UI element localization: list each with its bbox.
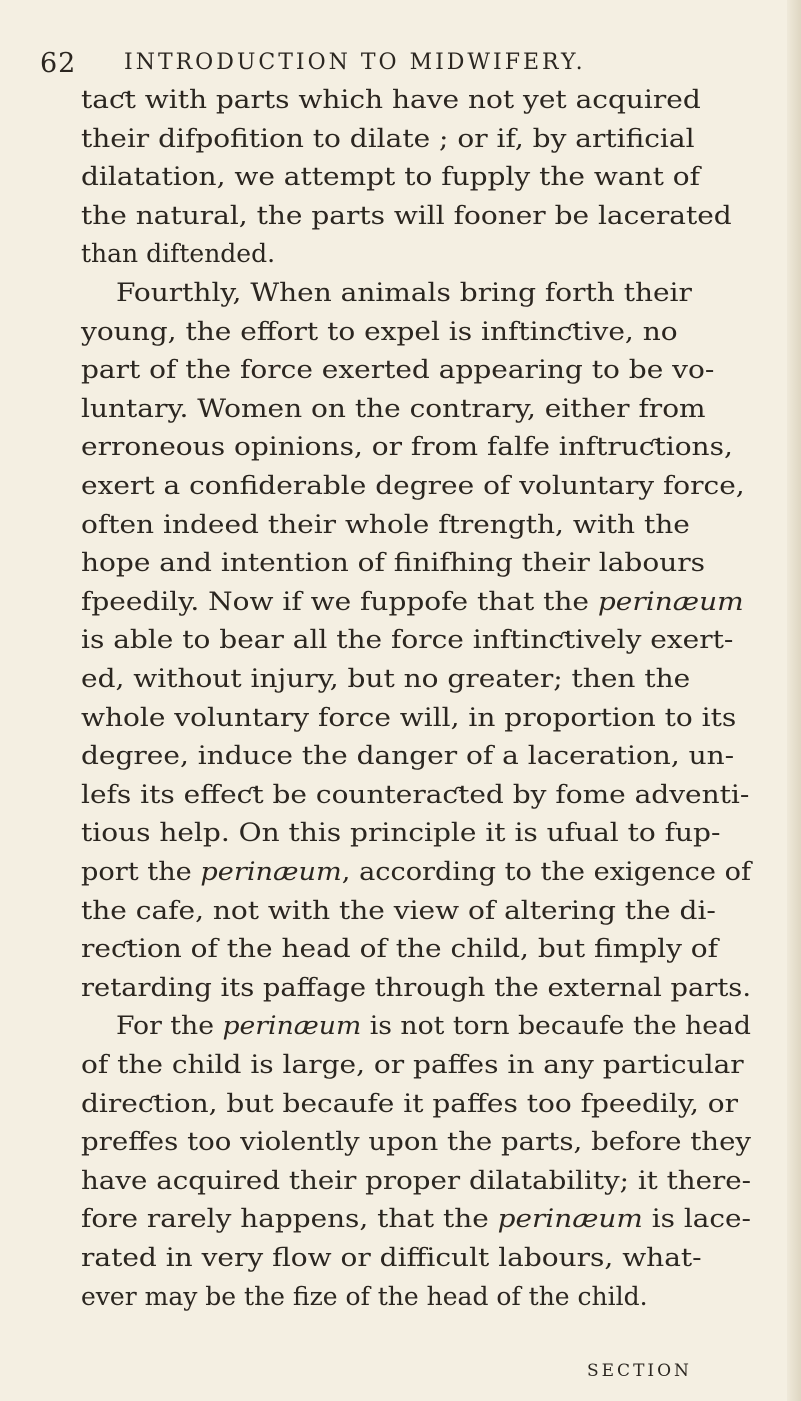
line-text: degree, induce the danger of a laceration, un- — [81, 741, 735, 771]
text-line — [81, 162, 700, 192]
text-line — [81, 124, 695, 154]
text-line — [81, 1089, 738, 1119]
text-line — [81, 1282, 648, 1312]
line-text: the natural, the parts will fooner be lacerated — [81, 200, 732, 230]
text-line — [81, 317, 678, 347]
italic-term: perinæum — [497, 1204, 643, 1234]
line-text: reƈtion of the head of the child, but fimply of — [81, 934, 719, 964]
line-text: than diftended. — [81, 239, 276, 269]
text-line — [81, 896, 716, 926]
text-line — [81, 548, 705, 578]
line-text: whole voluntary force will, in proportion to its — [81, 702, 737, 732]
text-line — [81, 818, 720, 848]
page-number: 62 — [40, 48, 77, 79]
text-line — [81, 239, 275, 269]
text-line — [81, 934, 718, 964]
line-text: often indeed their whole ftrength, with the — [81, 509, 690, 539]
line-text: the cafe, not with the view of altering the di- — [81, 895, 716, 925]
text-line — [81, 625, 733, 655]
text-line — [81, 587, 744, 617]
text-line — [81, 471, 745, 501]
text-line — [81, 432, 733, 462]
line-text: is lace- — [642, 1204, 751, 1234]
text-line — [81, 201, 732, 231]
line-text: hope and intention of finifhing their labours — [81, 548, 705, 578]
line-text: their difpofition to dilate ; or if, by artificial — [81, 123, 695, 153]
line-text: is able to bear all the force inftinƈtively exert- — [81, 625, 734, 655]
line-text: fore rarely happens, that the — [81, 1204, 498, 1234]
italic-term: perinæum — [222, 1011, 362, 1041]
page-header — [40, 48, 780, 82]
catchword: SECTION — [587, 1361, 692, 1381]
line-text: erroneous opinions, or from falfe inftruƈtions, — [81, 432, 733, 462]
text-line — [81, 1204, 751, 1234]
text-line — [81, 355, 714, 385]
line-text: part of the force exerted appearing to be vo- — [81, 355, 715, 385]
text-line — [81, 510, 690, 540]
text-line — [81, 703, 736, 733]
italic-term: perinæum — [597, 586, 744, 616]
line-text: For the — [116, 1011, 223, 1041]
line-text: tious help. On this principle it is ufual to fup- — [81, 818, 721, 848]
italic-term: perinæum — [200, 857, 342, 886]
line-text: luntary. Women on the contrary, either from — [81, 393, 706, 423]
text-line — [116, 1011, 751, 1041]
line-text: lefs its effeƈt be counteraƈted by fome adventi- — [81, 779, 750, 809]
text-line — [81, 85, 701, 115]
text-line — [81, 780, 749, 810]
line-text: retarding its paffage through the external parts. — [81, 972, 751, 1002]
text-line — [81, 664, 690, 694]
line-text: ever may be the fize of the head of the child. — [81, 1281, 648, 1311]
text-line — [81, 1050, 744, 1080]
text-line — [81, 1166, 751, 1196]
line-text: port the — [81, 857, 201, 886]
line-text: direƈtion, but becaufe it paffes too fpeedily, or — [81, 1088, 739, 1118]
line-text: rated in very flow or difficult labours, what- — [81, 1243, 702, 1272]
line-text: taƈt with parts which have not yet acquired — [81, 85, 701, 114]
line-text: dilatation, we attempt to fupply the want of — [81, 162, 700, 192]
text-line — [81, 741, 734, 771]
line-text: fpeedily. Now if we fuppofe that the — [81, 586, 598, 616]
text-line — [116, 278, 692, 308]
text-line — [81, 973, 751, 1003]
page-edge — [787, 0, 801, 1401]
text-line — [81, 857, 751, 887]
line-text: exert a confiderable degree of voluntary force, — [81, 471, 745, 500]
line-text: is not torn becaufe the head — [361, 1011, 751, 1041]
text-line — [81, 1127, 751, 1157]
line-text: ed, without injury, but no greater; then the — [81, 664, 691, 693]
running-title: INTRODUCTION TO MIDWIFERY. — [124, 50, 586, 75]
line-text: have acquired their proper dilatability; it there- — [81, 1165, 751, 1195]
line-text: young, the effort to expel is inftinƈtive, no — [81, 316, 678, 346]
line-text: Fourthly, When animals bring forth their — [116, 278, 692, 307]
line-text: of the child is large, or paffes in any particular — [81, 1050, 744, 1079]
text-line — [81, 394, 706, 424]
line-text: preffes too violently upon the parts, before they — [81, 1127, 751, 1157]
text-line — [81, 1243, 702, 1273]
line-text: , according to the exigence of — [341, 857, 751, 886]
